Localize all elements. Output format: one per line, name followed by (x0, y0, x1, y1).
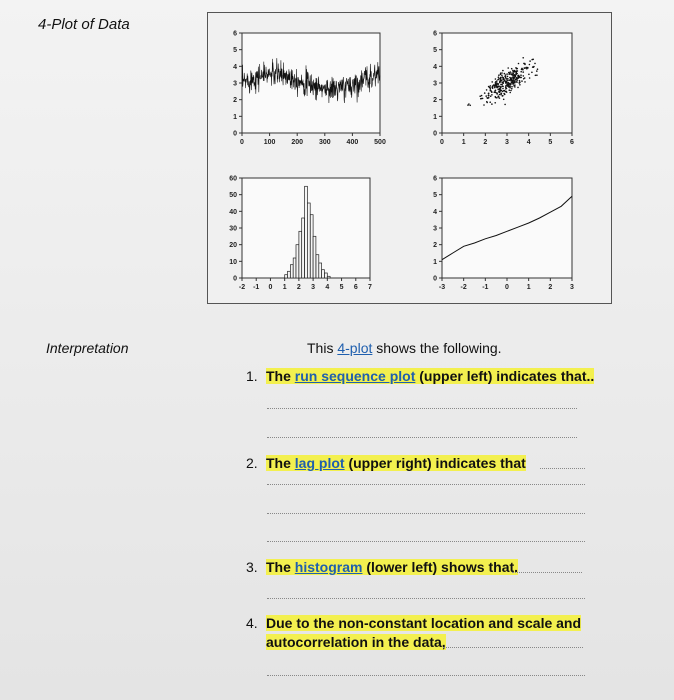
histogram-bar (319, 263, 322, 278)
histogram-bar (285, 275, 288, 278)
y-tick-label: 3 (433, 80, 437, 88)
answer-line (512, 572, 582, 573)
lag-plot-point (507, 67, 509, 69)
lag-plot-point (518, 75, 520, 77)
x-tick-label: 2 (548, 284, 553, 291)
x-tick-label: -3 (438, 284, 446, 291)
x-tick-label: 5 (548, 139, 553, 146)
x-tick-label: 6 (353, 284, 358, 291)
lag-plot-point (495, 78, 497, 80)
x-tick-label: 2 (483, 139, 488, 146)
answer-line (267, 408, 577, 409)
lag-plot-point (503, 93, 505, 95)
histogram-bar (307, 203, 310, 278)
lag-plot-point (502, 82, 504, 84)
lag-plot-point (483, 104, 485, 106)
lag-plot-point (505, 76, 507, 78)
run-sequence-plot-link[interactable]: run sequence plot (294, 368, 416, 384)
lag-plot-point (515, 72, 517, 74)
y-tick-label: 2 (433, 242, 437, 250)
section-title: 4-Plot of Data (38, 16, 130, 33)
lag-plot-point (524, 67, 526, 69)
lag-plot-point (496, 80, 498, 82)
lag-plot-point (510, 84, 512, 86)
lag-plot-point (504, 73, 506, 75)
lag-plot-point (502, 85, 504, 87)
lag-plot-point (491, 103, 493, 105)
lag-plot-point (488, 97, 490, 99)
lag-plot-point (499, 81, 501, 83)
histogram-bar (296, 245, 299, 278)
item-text-line1: Due to the non-constant location and scale and (266, 615, 582, 631)
lag-plot-point (499, 94, 501, 96)
x-tick-label: 300 (318, 139, 331, 146)
x-tick-label: 200 (291, 139, 304, 146)
lag-plot-point (513, 78, 515, 80)
y-tick-label: 20 (229, 242, 237, 250)
lag-plot-link[interactable]: lag plot (294, 455, 345, 471)
lag-plot-point (500, 87, 502, 89)
lag-plot-point (515, 79, 517, 81)
lag-plot-point (497, 79, 499, 81)
lag-plot-point (500, 93, 502, 95)
x-tick-label: 4 (526, 139, 531, 146)
y-tick-label: 4 (433, 208, 437, 216)
lag-plot-point (502, 70, 504, 72)
y-tick-label: 0 (233, 275, 237, 283)
lag-plot-point (513, 73, 515, 75)
answer-line (267, 675, 585, 676)
lag-plot-point (498, 86, 500, 88)
lag-plot-point (504, 91, 506, 93)
lag-plot-point (509, 77, 511, 79)
lag-plot-point (491, 81, 493, 83)
lag-plot-point (517, 79, 519, 81)
lag-plot-point (499, 97, 501, 99)
lag-plot-point (486, 89, 488, 91)
x-tick-label: 1 (282, 284, 287, 291)
answer-line (267, 484, 585, 485)
y-tick-label: 3 (233, 80, 237, 88)
lag-plot-point (506, 78, 508, 80)
lag-plot-point (490, 95, 492, 97)
item-text: The histogram (lower left) shows that. (266, 559, 519, 575)
lag-plot-point (489, 87, 491, 89)
lag-plot-point (523, 75, 525, 77)
lag-plot-point (485, 95, 487, 97)
histogram-bar (305, 186, 308, 278)
item-number: 3. (246, 559, 258, 575)
x-tick-label: 5 (339, 284, 344, 291)
lag-plot-point (491, 94, 493, 96)
lag-plot-point (509, 89, 511, 91)
lag-plot-point (510, 71, 512, 73)
lag-plot-point (506, 73, 508, 75)
lag-plot-point (497, 84, 499, 86)
histogram-bar (288, 271, 291, 278)
lag-plot-point (510, 74, 512, 76)
lag-plot-point (501, 84, 503, 86)
lag-plot-point (498, 96, 500, 98)
lag-plot-point (503, 90, 505, 92)
x-tick-label: 6 (570, 139, 574, 146)
interpretation-label: Interpretation (46, 340, 129, 356)
lag-plot-point (533, 66, 535, 68)
lag-plot-point (536, 74, 538, 76)
lag-plot-point (479, 95, 481, 97)
lag-plot-point (481, 95, 483, 97)
lag-plot-point (496, 97, 498, 99)
y-tick-label: 6 (433, 175, 437, 183)
y-tick-label: 60 (229, 175, 237, 183)
lag-plot-point (520, 74, 522, 76)
y-tick-label: 1 (233, 113, 237, 121)
y-tick-label: 5 (433, 47, 437, 55)
item-number: 4. (246, 615, 258, 631)
lag-plot-point (501, 80, 503, 82)
lag-plot-point (496, 82, 498, 84)
histogram-bar (313, 236, 316, 278)
y-tick-label: 40 (229, 208, 237, 216)
lag-plot-point (522, 57, 524, 59)
lag-plot-point (524, 81, 526, 83)
lag-plot-point (517, 87, 519, 89)
lag-plot-point (509, 79, 511, 81)
lag-plot-point (529, 60, 531, 62)
lag-plot-point (523, 63, 525, 65)
lag-plot-point (494, 84, 496, 86)
lag-plot-point (521, 80, 523, 82)
lag-plot-point (528, 74, 530, 76)
lag-plot-point (537, 68, 539, 70)
histogram-bar (327, 276, 330, 278)
lag-plot-point (499, 89, 501, 91)
item-number: 1. (246, 368, 258, 384)
lag-plot-point (504, 80, 506, 82)
lag-plot-point (535, 75, 537, 77)
lag-plot-point (511, 88, 513, 90)
x-tick-label: 3 (505, 139, 509, 146)
x-tick-label: -1 (253, 284, 260, 291)
x-tick-label: 3 (570, 284, 574, 291)
answer-line (267, 541, 585, 542)
lag-plot-point (495, 96, 497, 98)
x-tick-label: -2 (460, 284, 467, 291)
y-tick-label: 2 (433, 97, 437, 105)
normal-probability-plot-frame (442, 178, 572, 278)
y-tick-label: 1 (433, 258, 437, 266)
four-plot-svg (208, 13, 611, 303)
lag-plot-point (510, 79, 512, 81)
lag-plot-point (524, 77, 526, 79)
four-plot-figure (207, 12, 612, 304)
x-tick-label: -2 (238, 284, 246, 291)
lag-plot-point (496, 92, 498, 94)
lag-plot-point (517, 70, 519, 72)
y-tick-label: 6 (433, 30, 437, 38)
lag-plot-point (501, 72, 503, 74)
x-tick-label: 0 (440, 139, 444, 146)
lag-plot-point (500, 72, 502, 74)
lag-plot-point (494, 87, 496, 89)
four-plot-link[interactable]: 4-plot (337, 340, 373, 356)
item-text: The lag plot (upper right) indicates that (266, 455, 526, 471)
histogram-bar (310, 215, 313, 278)
lag-plot-point (516, 73, 518, 75)
lag-plot-point (506, 81, 508, 83)
x-tick-label: 2 (296, 284, 301, 291)
histogram-bar (293, 258, 296, 278)
lag-plot-point (490, 90, 492, 92)
y-tick-label: 1 (433, 113, 437, 121)
y-tick-label: 4 (233, 63, 237, 71)
y-tick-label: 50 (229, 192, 237, 200)
lag-plot-point (519, 84, 521, 86)
lag-plot-point (518, 63, 520, 65)
lag-plot-point (511, 86, 513, 88)
y-tick-label: 2 (233, 97, 237, 105)
lag-plot-point (507, 78, 509, 80)
lag-plot-point (484, 92, 486, 94)
lag-plot-point (491, 91, 493, 93)
answer-line (443, 647, 583, 648)
lag-plot-point (513, 80, 515, 82)
lag-plot-point (490, 88, 492, 90)
answer-line (540, 468, 585, 469)
lag-plot-point (500, 77, 502, 79)
lag-plot-point (521, 68, 523, 70)
lag-plot-point (512, 71, 514, 73)
lag-plot-point (508, 72, 510, 74)
lag-plot-point (498, 76, 500, 78)
lag-plot-point (522, 69, 524, 71)
x-tick-label: 3 (311, 284, 316, 291)
lag-plot-point (519, 80, 521, 82)
x-tick-label: 400 (346, 139, 359, 146)
x-tick-label: 0 (268, 284, 273, 291)
lag-plot-point (512, 83, 514, 85)
x-tick-label: 500 (374, 139, 386, 146)
lag-plot-point (490, 85, 492, 87)
lag-plot-point (488, 93, 490, 95)
lag-plot-point (503, 99, 505, 101)
y-tick-label: 0 (433, 130, 437, 138)
intro-prefix: This (307, 340, 338, 356)
x-tick-label: 0 (505, 284, 509, 291)
histogram-bar (322, 270, 325, 278)
lag-plot-point (506, 88, 508, 90)
lag-plot-point (492, 87, 494, 89)
histogram-bar (290, 265, 293, 278)
lag-plot-point (531, 72, 533, 74)
lag-plot-point (513, 75, 515, 77)
x-tick-label: 7 (368, 284, 372, 291)
lag-plot-point (520, 71, 522, 73)
intro-suffix: shows the following. (372, 340, 502, 356)
histogram-bar (316, 255, 319, 278)
lag-plot-point (514, 70, 516, 72)
answer-line (267, 513, 585, 514)
lag-plot-point (511, 68, 513, 70)
lag-plot-point (500, 89, 502, 91)
x-tick-label: 0 (240, 139, 244, 146)
y-tick-label: 5 (433, 192, 437, 200)
item-number: 2. (246, 455, 258, 471)
lag-plot-point (503, 78, 505, 80)
lag-plot-point (482, 98, 484, 100)
x-tick-label: 1 (461, 139, 466, 146)
histogram-link[interactable]: histogram (294, 559, 363, 575)
histogram-bar (325, 273, 328, 278)
lag-plot-point (514, 84, 516, 86)
lag-plot-point (468, 103, 470, 105)
x-tick-label: 1 (526, 284, 531, 291)
lag-plot-point (536, 70, 538, 72)
lag-plot-point (534, 63, 536, 65)
lag-plot-point (489, 101, 491, 103)
lag-plot-point (495, 82, 497, 84)
lag-plot-point (495, 90, 497, 92)
x-tick-label: 4 (325, 284, 330, 291)
answer-line (267, 598, 585, 599)
y-tick-label: 10 (229, 258, 237, 266)
lag-plot-point (499, 90, 501, 92)
y-tick-label: 0 (433, 275, 437, 283)
y-tick-label: 30 (229, 225, 237, 233)
lag-plot-point (488, 95, 490, 97)
lag-plot-point (508, 73, 510, 75)
lag-plot-point (513, 82, 515, 84)
y-tick-label: 5 (233, 47, 237, 55)
lag-plot-point (504, 104, 506, 106)
lag-plot-point (494, 91, 496, 93)
lag-plot-point (514, 76, 516, 78)
lag-plot-point (505, 82, 507, 84)
intro-sentence (307, 340, 502, 356)
lag-plot-point (516, 68, 518, 70)
lag-plot-point (496, 86, 498, 88)
lag-plot-point (507, 76, 509, 78)
lag-plot-point (510, 90, 512, 92)
y-tick-label: 6 (233, 30, 237, 38)
lag-plot-point (502, 95, 504, 97)
lag-plot-point (529, 77, 531, 79)
lag-plot-point (498, 74, 500, 76)
histogram-bar (299, 231, 302, 278)
lag-plot-point (494, 102, 496, 104)
answer-line (267, 437, 577, 438)
lag-plot-point (519, 77, 521, 79)
lag-plot-point (509, 92, 511, 94)
lag-plot-point (516, 77, 518, 79)
lag-plot-point (501, 75, 503, 77)
item-text: The run sequence plot (upper left) indicates that.. (266, 368, 595, 384)
y-tick-label: 4 (433, 63, 437, 71)
lag-plot-point (532, 59, 534, 61)
y-tick-label: 3 (433, 225, 437, 233)
item-text-line2: autocorrelation in the data, (266, 634, 446, 650)
x-tick-label: 100 (263, 139, 276, 146)
lag-plot-point (509, 86, 511, 88)
lag-plot-point (486, 102, 488, 104)
histogram-bar (302, 218, 305, 278)
x-tick-label: -1 (482, 284, 489, 291)
y-tick-label: 0 (233, 130, 237, 138)
lag-plot-point (522, 71, 524, 73)
lag-plot-point (529, 64, 531, 66)
lag-plot-point (502, 88, 504, 90)
lag-plot-point (516, 81, 518, 83)
lag-plot-point (469, 105, 471, 107)
lag-plot-point (480, 98, 482, 100)
lag-plot-point (518, 82, 520, 84)
